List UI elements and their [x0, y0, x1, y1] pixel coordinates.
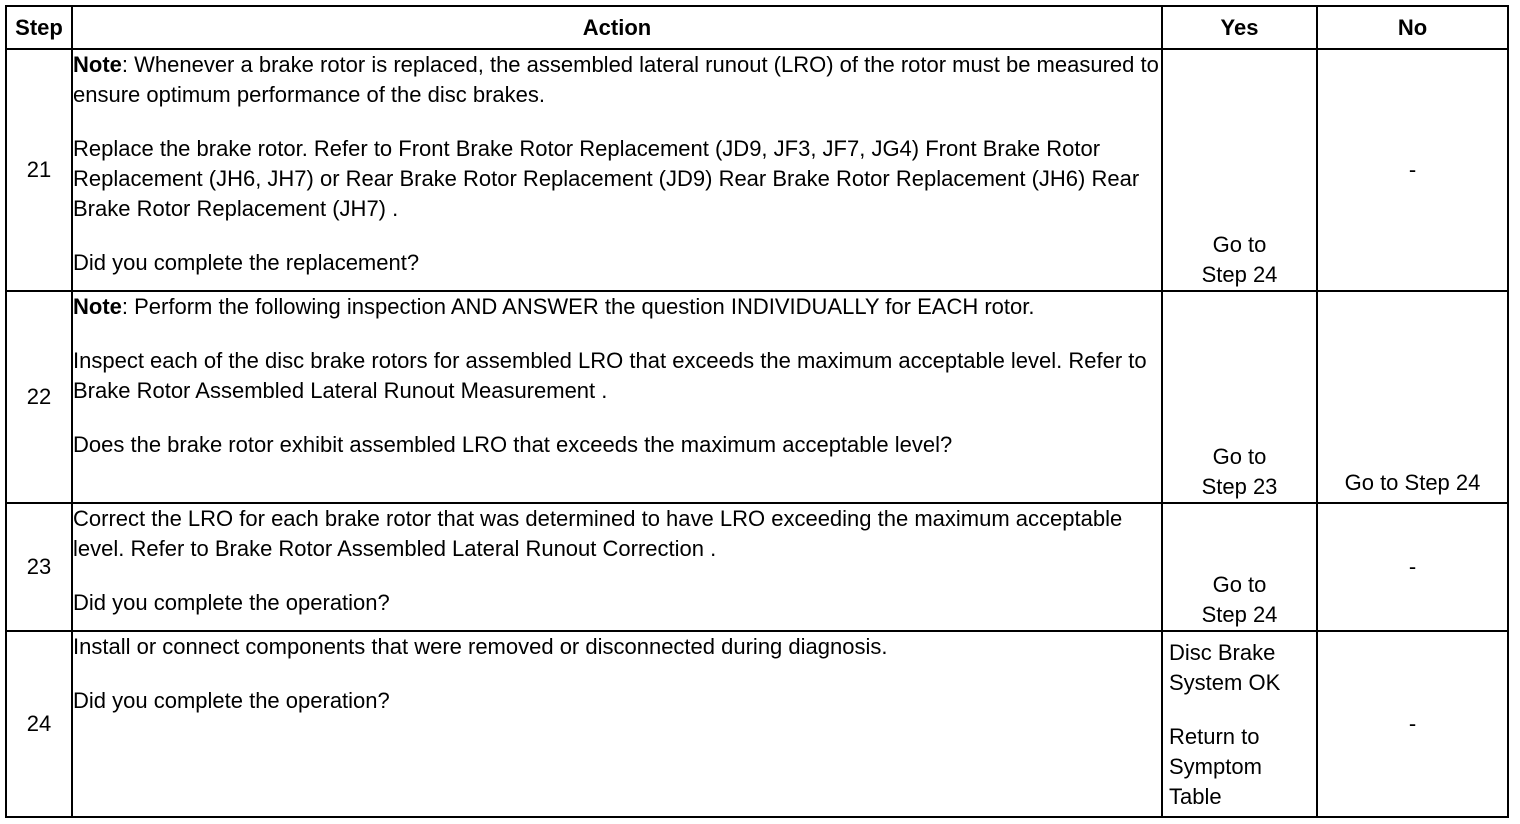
header-step: Step — [6, 6, 72, 49]
yes-line-1: Go to — [1212, 232, 1267, 257]
header-no: No — [1317, 6, 1508, 49]
question-text: Did you complete the replacement? — [73, 250, 420, 275]
yes-line-2: Step 24 — [1201, 602, 1278, 627]
yes-cell — [1162, 503, 1317, 631]
table-row-23 — [6, 503, 1508, 631]
table-row-22 — [6, 291, 1508, 503]
instruction-text: Inspect each of the disc brake rotors for assembled LRO that exceeds the maximum acceptable level. Refer to Brake Rotor Assembled Lateral Runout Measurement . — [73, 348, 1147, 403]
question-text: Did you complete the operation? — [73, 590, 390, 615]
table-row-21 — [6, 49, 1508, 291]
yes-line-2: Step 23 — [1201, 474, 1278, 499]
instruction-text: Replace the brake rotor. Refer to Front Brake Rotor Replacement (JD9, JF3, JF7, JG4) Front Brake Rotor Replacement (JH6, JH7) or Rear Brake Rotor Replacement (JD9) Rear Brake Rotor Replacement (JH6) Rear Brake Rotor Replacement (JH7) . — [73, 136, 1140, 221]
question-text: Did you complete the operation? — [73, 688, 390, 713]
note-paragraph — [73, 292, 1161, 322]
step-number: 21 — [6, 49, 72, 291]
instruction-text: Correct the LRO for each brake rotor that was determined to have LRO exceeding the maximum acceptable level. Refer to Brake Rotor Assembled Lateral Runout Correction . — [73, 506, 1123, 561]
note-label: Note — [73, 52, 122, 77]
no-cell: - — [1317, 503, 1508, 631]
note-paragraph — [73, 50, 1161, 110]
step-number: 24 — [6, 631, 72, 817]
action-cell — [72, 49, 1162, 291]
yes-line-1: Go to — [1212, 572, 1267, 597]
yes-line-2: Step 24 — [1201, 262, 1278, 287]
header-yes: Yes — [1162, 6, 1317, 49]
no-cell: Go to Step 24 — [1317, 291, 1508, 503]
action-cell — [72, 631, 1162, 817]
yes-result-return: Return to Symptom Table — [1169, 724, 1262, 809]
table-row-24 — [6, 631, 1508, 817]
no-cell: - — [1317, 49, 1508, 291]
no-cell: - — [1317, 631, 1508, 817]
note-text: : Perform the following inspection AND ANSWER the question INDIVIDUALLY for EACH rotor. — [121, 294, 1035, 319]
question-text: Does the brake rotor exhibit assembled LRO that exceeds the maximum acceptable level? — [73, 432, 953, 457]
yes-cell — [1162, 291, 1317, 503]
step-number: 23 — [6, 503, 72, 631]
instruction-text: Install or connect components that were removed or disconnected during diagnosis. — [73, 634, 888, 659]
yes-line-1: Go to — [1212, 444, 1267, 469]
yes-result-ok: Disc Brake System OK — [1169, 640, 1281, 695]
action-cell — [72, 291, 1162, 503]
yes-cell — [1162, 49, 1317, 291]
header-action: Action — [72, 6, 1162, 49]
step-number: 22 — [6, 291, 72, 503]
header-row — [6, 6, 1508, 49]
note-text: : Whenever a brake rotor is replaced, the assembled lateral runout (LRO) of the rotor must be measured to ensure optimum performance of the disc brakes. — [73, 52, 1159, 107]
yes-cell — [1162, 631, 1317, 817]
action-cell — [72, 503, 1162, 631]
note-label: Note — [73, 294, 122, 319]
diagnostic-table — [5, 5, 1509, 818]
